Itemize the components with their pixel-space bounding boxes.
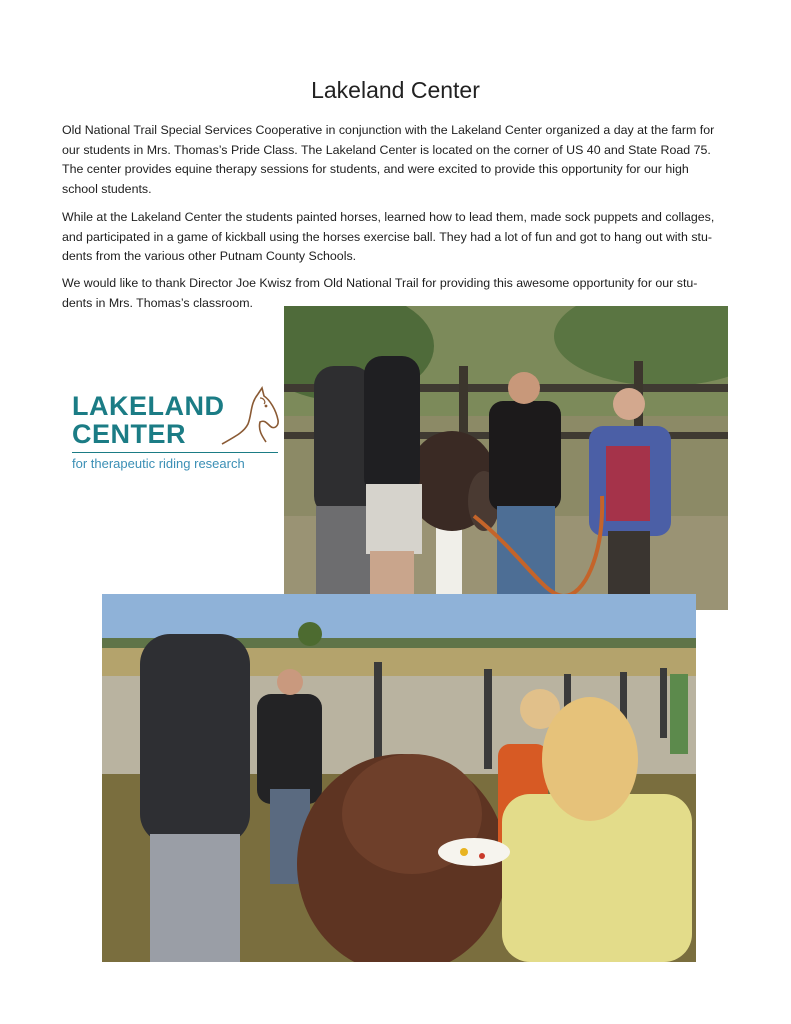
paragraph-intro: Old National Trail Special Services Cooperative in conjunction with the Lakeland Center organized a day at the farm for our students in Mrs. Thomas’s Pride Class. The Lakeland Center is located on the corner of US 40 and State Road 75. The center provides equine therapy sessions for students, and were excited to provide this opportunity for our high school students. — [62, 123, 715, 196]
logo-divider — [72, 452, 278, 453]
lakeland-center-logo — [68, 384, 288, 474]
logo-tagline: for therapeutic riding research — [72, 456, 245, 471]
paragraph-thanks: We would like to thank Director Joe Kwisz from Old National Trail for providing this awesome opportunity for our stu-dents in Mrs. Thomas’s classroom. — [62, 276, 698, 310]
horse-head-icon — [214, 384, 284, 450]
students-leading-pony-photo — [284, 306, 728, 610]
page-title: Lakeland Center — [311, 77, 480, 103]
logo-line1: LAKELAND — [72, 391, 225, 421]
paragraph-activities: While at the Lakeland Center the students painted horses, learned how to lead them, made sock puppets and collages, and participated in a game of kickball using the horses exercise ball. They had a lot of fun and got to hang out with stu-dents from the various other Putnam County Schools. — [62, 210, 715, 263]
students-painting-horse-photo — [102, 594, 696, 962]
logo-line2: CENTER — [72, 419, 187, 449]
